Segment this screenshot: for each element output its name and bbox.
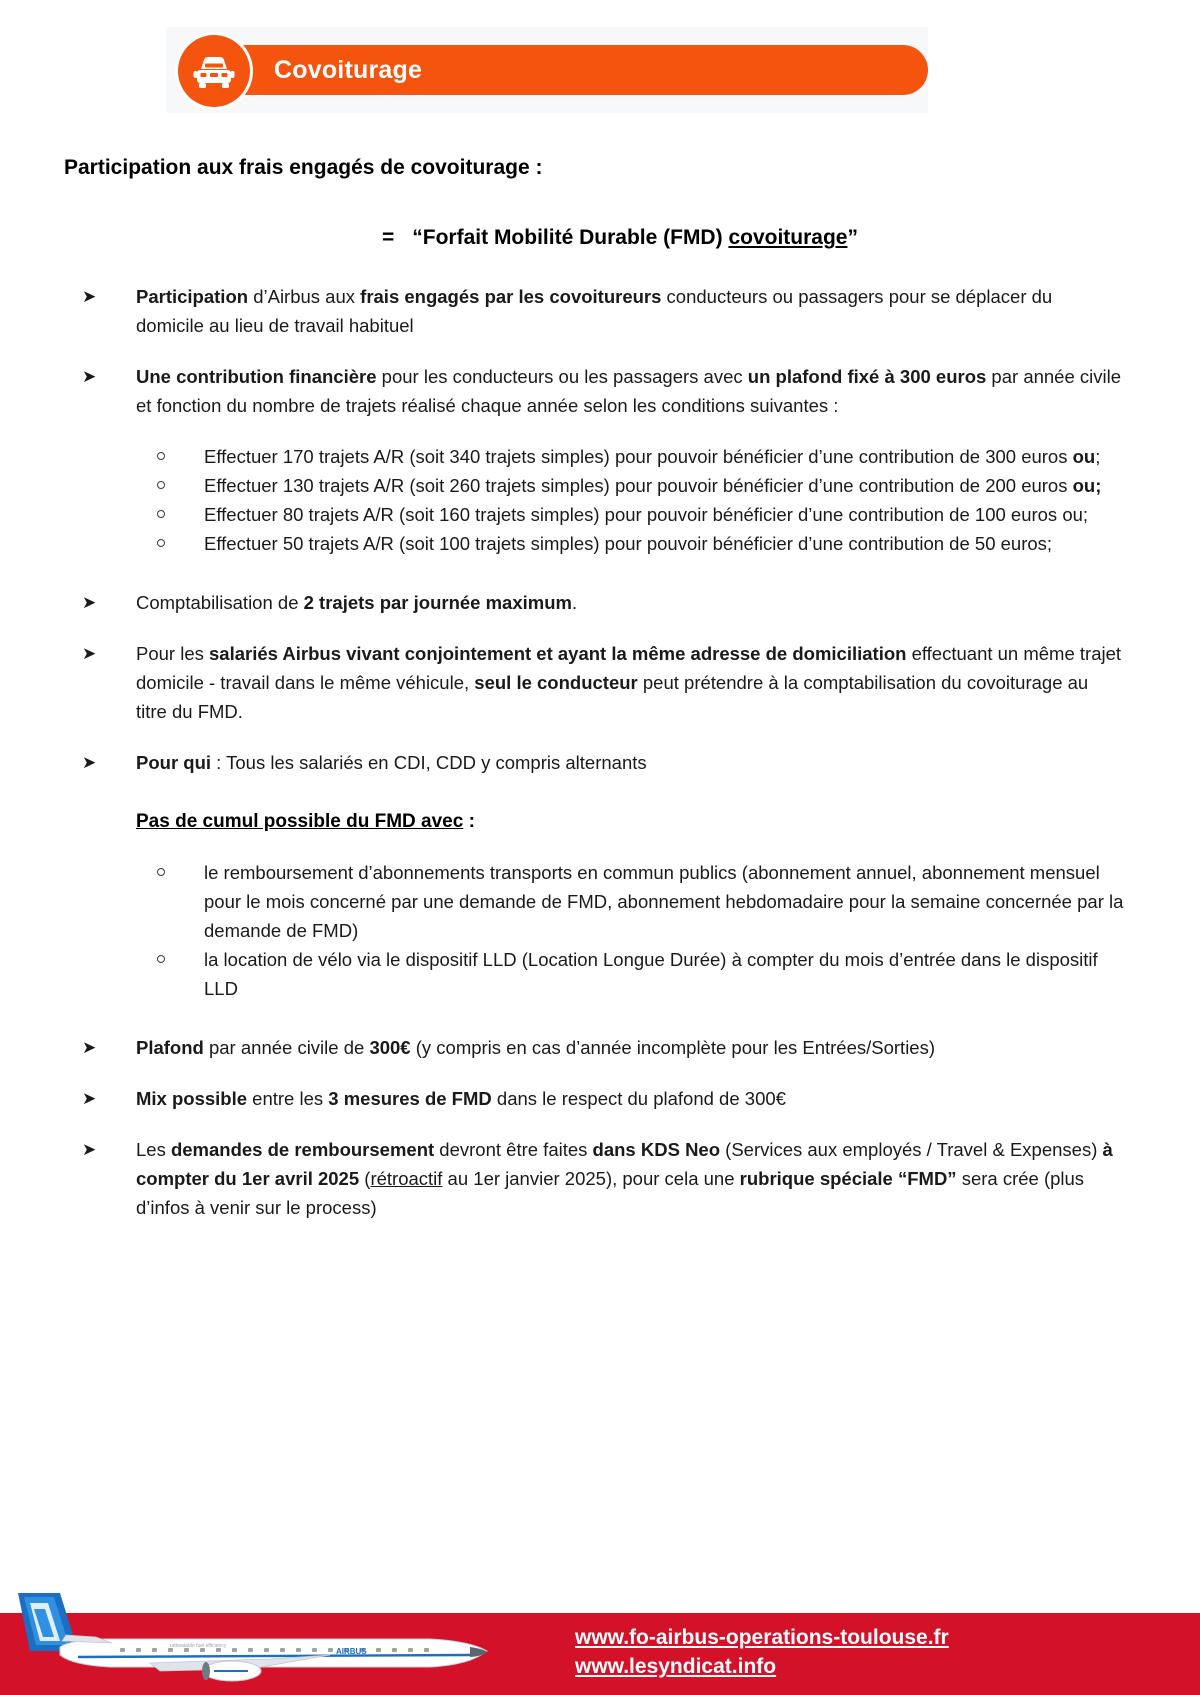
- footer-link-1[interactable]: www.fo-airbus-operations-toulouse.fr: [575, 1626, 949, 1649]
- main-bullet-list-3: [0, 1033, 1200, 1222]
- no-cumul-item-0: le remboursement d’abonnements transports en commun publics (abonnement annuel, abonnement mensuel pour le mois concerné par une demande de FMD, abonnement hebdomadaire pour la semaine concernée par la demande de FMD): [204, 862, 1124, 941]
- list-item: [204, 945, 1124, 1003]
- b1-part2: d’Airbus aux: [248, 286, 361, 307]
- tier-2-text: Effectuer 80 trajets A/R (soit 160 trajets simples) pour pouvoir bénéficier d’une contribution de 100 euros ou;: [204, 504, 1089, 525]
- b6-part1: Plafond: [136, 1037, 204, 1058]
- header-title: Covoiturage: [274, 56, 423, 84]
- circle-bullet-icon: [157, 868, 165, 876]
- list-item: [82, 588, 1124, 617]
- b8-part11: sera crée (plus d’infos à venir sur le process): [136, 1168, 1085, 1218]
- b4-part1: Pour les: [136, 643, 210, 664]
- arrow-bullet-icon: ➤: [82, 753, 97, 772]
- subtitle-open: “Forfait Mobilité Durable (FMD): [412, 226, 729, 249]
- list-item: [204, 529, 1124, 558]
- b8-part10: rubrique spéciale “FMD”: [739, 1168, 957, 1189]
- footer-link-2[interactable]: www.lesyndicat.info: [575, 1655, 777, 1678]
- list-item: [204, 471, 1124, 500]
- no-cumul-item-1: la location de vélo via le dispositif LLD (Location Longue Durée) à compter du mois d’entrée dans le dispositif LLD: [204, 949, 1098, 999]
- b4-part4: seul le conducteur: [474, 672, 638, 693]
- b8-part4: dans KDS Neo: [592, 1139, 721, 1160]
- list-item: [82, 362, 1124, 420]
- b4-part2: salariés Airbus vivant conjointement et ayant la même adresse de domiciliation: [209, 643, 907, 664]
- b7-part2: entre les: [247, 1088, 329, 1109]
- b8-part2: demandes de remboursement: [170, 1139, 435, 1160]
- contribution-tier-list: [0, 442, 1200, 558]
- main-bullet-list-2: [0, 588, 1200, 777]
- list-item: [204, 500, 1124, 529]
- b5-part2: : Tous les salariés en CDI, CDD y compris alternants: [211, 752, 647, 773]
- tier-3-text: Effectuer 50 trajets A/R (soit 100 trajets simples) pour pouvoir bénéficier d’une contribution de 50 euros;: [204, 533, 1053, 554]
- b8-part3: devront être faites: [434, 1139, 593, 1160]
- arrow-bullet-icon: ➤: [82, 1089, 97, 1108]
- b1-part4: conducteurs ou passagers pour se déplacer du domicile au lieu de travail habituel: [136, 286, 1053, 336]
- no-cumul-heading: [136, 807, 1200, 836]
- svg-text:unbeatable fuel efficiency: unbeatable fuel efficiency: [170, 1643, 227, 1649]
- b3-part3: .: [571, 592, 578, 613]
- page-title: Participation aux frais engagés de covoiturage :: [64, 156, 543, 179]
- list-item: [82, 639, 1124, 726]
- b4-part5: peut prétendre à la comptabilisation du covoiturage au titre du FMD.: [136, 672, 1089, 722]
- no-cumul-heading-text: Pas de cumul possible du FMD avec: [136, 811, 464, 832]
- b8-part1: Les: [136, 1139, 171, 1160]
- footer-links: [575, 1623, 949, 1681]
- circle-bullet-icon: [157, 452, 165, 460]
- arrow-bullet-icon: ➤: [82, 644, 97, 663]
- tier-0-tail: ;: [1095, 446, 1101, 467]
- list-item: [82, 282, 1124, 340]
- list-item: [82, 748, 1124, 777]
- b7-part3: 3 mesures de FMD: [328, 1088, 492, 1109]
- airbus-aircraft-image: [0, 1585, 520, 1689]
- tier-0-bold: ou: [1072, 446, 1096, 467]
- b2-part1: Une contribution financière: [136, 366, 377, 387]
- arrow-bullet-icon: ➤: [82, 593, 97, 612]
- arrow-bullet-icon: ➤: [82, 367, 97, 386]
- list-item: [82, 1135, 1124, 1222]
- b7-part4: dans le respect du plafond de 300€: [491, 1088, 786, 1109]
- circle-bullet-icon: [157, 955, 165, 963]
- b6-part2: par année civile de: [203, 1037, 370, 1058]
- document-body: [0, 130, 1200, 1222]
- b2-part4: par année civile et fonction du nombre de trajets réalisé chaque année selon les conditions suivantes :: [136, 366, 1122, 416]
- page-subtitle: [0, 224, 1200, 252]
- b2-part3: un plafond fixé à 300 euros: [747, 366, 987, 387]
- tier-1-bold: ou;: [1072, 475, 1102, 496]
- b1-part3: frais engagés par les covoitureurs: [360, 286, 662, 307]
- no-cumul-heading-colon: :: [463, 811, 475, 832]
- circle-bullet-icon: [157, 539, 165, 547]
- carpool-car-icon: [178, 35, 250, 107]
- arrow-bullet-icon: ➤: [82, 1140, 97, 1159]
- subtitle-underlined: covoiturage: [728, 226, 848, 249]
- no-cumul-list: [0, 858, 1200, 1003]
- list-item: [204, 442, 1124, 471]
- b8-part9: au 1er janvier 2025), pour cela une: [442, 1168, 740, 1189]
- b5-part1: Pour qui: [136, 752, 212, 773]
- b3-part2: 2 trajets par journée maximum: [303, 592, 572, 613]
- circle-bullet-icon: [157, 510, 165, 518]
- main-bullet-list: [0, 282, 1200, 420]
- b7-part1: Mix possible: [136, 1088, 248, 1109]
- b8-part6: à compter du 1er avril 2025: [136, 1139, 1113, 1189]
- b2-part2: pour les conducteurs ou les passagers avec: [376, 366, 748, 387]
- b4-part3: effectuant un même trajet domicile - travail dans le même véhicule,: [136, 643, 1122, 693]
- list-item: [82, 1084, 1124, 1113]
- b1-part1: Participation: [136, 286, 249, 307]
- list-item: [204, 858, 1124, 945]
- list-item: [82, 1033, 1124, 1062]
- b8-part8: rétroactif: [370, 1168, 443, 1189]
- header-banner: [166, 27, 928, 113]
- tier-1-text: Effectuer 130 trajets A/R (soit 260 trajets simples) pour pouvoir bénéficier d’une contribution de 200 euros: [204, 475, 1073, 496]
- arrow-bullet-icon: ➤: [82, 1038, 97, 1057]
- footer: [0, 1585, 1200, 1695]
- subtitle-close: ”: [847, 226, 858, 249]
- b3-part1: Comptabilisation de: [136, 592, 304, 613]
- subtitle-equals: =: [382, 226, 395, 249]
- circle-bullet-icon: [157, 481, 165, 489]
- arrow-bullet-icon: ➤: [82, 287, 97, 306]
- tier-0-text: Effectuer 170 trajets A/R (soit 340 trajets simples) pour pouvoir bénéficier d’une contribution de 300 euros: [204, 446, 1073, 467]
- b6-part4: (y compris en cas d’année incomplète pour les Entrées/Sorties): [410, 1037, 936, 1058]
- svg-text:AIRBUS: AIRBUS: [336, 1647, 367, 1656]
- b8-part5: (Services aux employés / Travel & Expenses): [720, 1139, 1103, 1160]
- b6-part3: 300€: [369, 1037, 411, 1058]
- b8-part7: (: [359, 1168, 371, 1189]
